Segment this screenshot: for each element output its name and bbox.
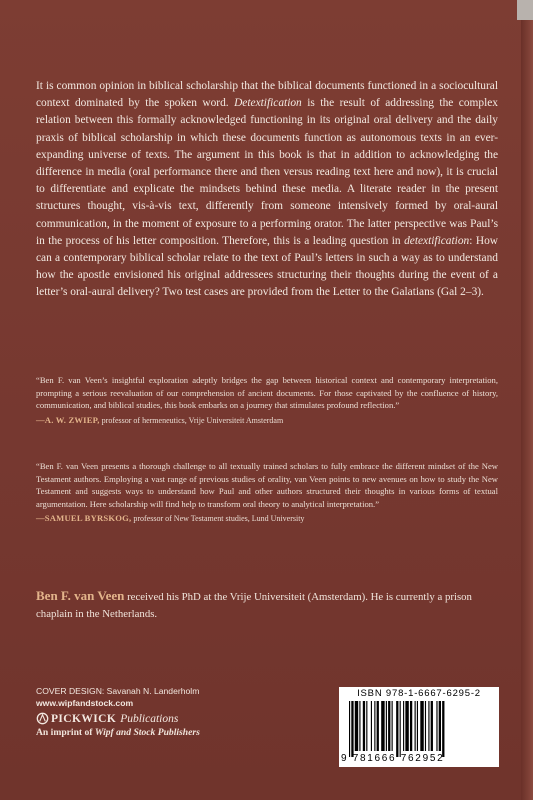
book-description [36, 78, 498, 302]
endorsement-byrskog [36, 460, 498, 523]
isbn-barcode [339, 687, 499, 767]
endorsement-attribution: —SAMUEL BYRSKOG, professor of New Testament studies, Lund University [36, 513, 305, 524]
pickwick-logo-icon [36, 712, 49, 725]
endorsement-text: “Ben F. van Veen presents a thorough challenge to all textually trained scholars to fully embrace the different mindset of the New Testament authors. Employing a vast range of previous studies of orality, van Veen points to new avenues on how to study the New Testament and suggests ways to understand how Paul and other authors structured their thoughts in various forms of textual argumentation. Here scholarship will find help to transform oral theory to analytical interpretation.” [36, 461, 498, 509]
barcode-bars [349, 701, 491, 757]
endorsement-attribution: —A. W. ZWIEP, professor of hermeneutics, Vrije Universiteit Amsterdam [36, 414, 284, 425]
publisher-logo [36, 712, 286, 725]
isbn-label: ISBN 978-1-6667-6295-2 [357, 688, 481, 699]
barcode-digits: 9 781666 762952 [341, 753, 445, 764]
publisher-logo-suffix: Publications [120, 712, 179, 725]
imprint-line: An imprint of Wipf and Stock Publishers [36, 727, 200, 738]
top-edge-tab [517, 0, 533, 20]
endorsement-zwiep [36, 374, 498, 425]
endorsement-text: “Ben F. van Veen’s insightful exploration adeptly bridges the gap between historical context and contemporary interpretation, prompting a serious reevaluation of our comprehension of ancient documents. For those captivated by the confluence of history, communication, and biblical studies, this book embarks on a journey that stimulates profound reflection.” [36, 375, 498, 411]
spine-edge [521, 0, 533, 800]
publisher-url: www.wipfandstock.com [36, 698, 134, 708]
author-name: Ben F. van Veen [36, 588, 125, 603]
description-paragraph: It is common opinion in biblical scholarship that the biblical documents functioned in a sociocultural context dominated by the spoken word. Detextification is the result of addressing the complex relation between this formally acknowledged functioning in its original oral delivery and the daily praxis of biblical scholarship in which these documents function as autonomous texts in an ever-expanding universe of texts. The argument in this book is that in addition to acknowledging the difference in media (oral performance there and then versus reading text here and now), it is crucial to differentiate and explicate the mindsets behind these media. A literate reader in the present structures thought, vis-à-vis text, differently from someone intensively formed by oral-aural communication, in the moment of exposure to a performing orator. The latter perspective was Paul’s in the process of his letter composition. Therefore, this is a leading question in detextification: How can a contemporary biblical scholar relate to the text of Paul’s letters in such a way as to understand how the apostle envisioned his original addressees structuring their thoughts during the event of a letter’s oral-aural delivery? Two test cases are provided from the Letter to the Galatians (Gal 2–3). [36, 80, 498, 299]
publisher-block [36, 686, 286, 738]
author-bio: Ben F. van Veen received his PhD at the Vrije Universiteit (Amsterdam). He is currently a prison chaplain in the Netherlands. [36, 588, 472, 620]
cover-design-credit: COVER DESIGN: Savanah N. Landerholm [36, 686, 200, 696]
publisher-logo-name: PICKWICK [51, 712, 117, 725]
